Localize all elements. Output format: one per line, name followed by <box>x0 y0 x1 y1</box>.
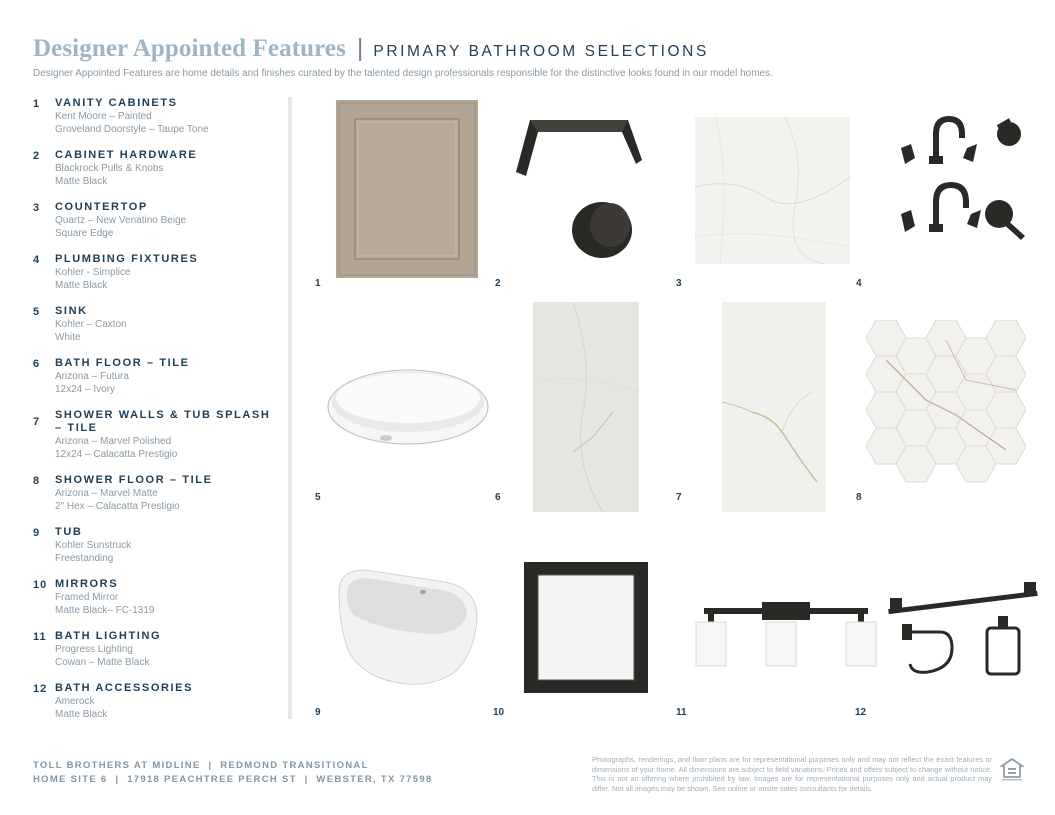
item-title: CABINET HARDWARE <box>55 149 198 161</box>
item-detail: Quartz – New Venatino Beige <box>55 215 187 226</box>
black-bath-accessories-image <box>888 578 1038 682</box>
freestanding-tub-image <box>335 562 481 688</box>
grid-label: 12 <box>855 707 867 718</box>
item-number: 6 <box>33 358 41 370</box>
vertical-divider <box>288 97 292 719</box>
item-detail: Groveland Doorstyle – Taupe Tone <box>55 124 209 135</box>
list-item <box>33 357 278 396</box>
list-item <box>33 682 278 721</box>
grid-label: 10 <box>493 707 505 718</box>
item-detail: Framed Mirror <box>55 592 119 603</box>
item-detail: Matte Black <box>55 280 108 291</box>
item-number: 12 <box>33 683 48 695</box>
item-detail: Arizona – Marvel Polished <box>55 436 172 447</box>
item-number: 7 <box>33 416 41 428</box>
title-separator: | <box>356 34 364 62</box>
selection-list <box>33 97 278 734</box>
item-number: 10 <box>33 579 48 591</box>
item-number: 3 <box>33 202 41 214</box>
grid-label: 2 <box>495 278 501 289</box>
item-title: SINK <box>55 305 88 317</box>
grid-label: 1 <box>315 278 321 289</box>
page-subtitle: PRIMARY BATHROOM SELECTIONS <box>373 43 709 60</box>
item-detail: 2" Hex – Calacatta Prestigio <box>55 501 180 512</box>
item-detail: Arizona – Marvel Matte <box>55 488 158 499</box>
item-detail: Arizona – Futura <box>55 371 129 382</box>
item-number: 2 <box>33 150 41 162</box>
grid-label: 3 <box>676 278 682 289</box>
list-item <box>33 474 278 513</box>
item-number: 11 <box>33 631 47 643</box>
item-title: MIRRORS <box>55 578 119 590</box>
hex-mosaic-tile-image <box>866 320 1030 486</box>
footer-community <box>33 759 433 787</box>
grid-label: 6 <box>495 492 501 503</box>
item-title: BATH FLOOR – TILE <box>55 357 190 369</box>
grid-label: 9 <box>315 707 321 718</box>
item-number: 1 <box>33 98 41 110</box>
item-detail: 12x24 – Calacatta Prestigio <box>55 449 178 460</box>
item-title: PLUMBING FIXTURES <box>55 253 199 265</box>
item-detail: 12x24 – Ivory <box>55 384 116 395</box>
footer-line-1: TOLL BROTHERS AT MIDLINE | REDMOND TRANSITIONAL <box>33 760 369 771</box>
black-faucets-showerhead-image <box>893 108 1033 268</box>
item-title: SHOWER WALLS & TUB SPLASH – TILE <box>55 409 271 434</box>
list-item <box>33 630 278 669</box>
title-row <box>33 34 1033 63</box>
grid-label: 7 <box>676 492 682 503</box>
item-detail: Kent Moore – Painted <box>55 111 152 122</box>
item-detail: Progress Lighting <box>55 644 133 655</box>
equal-housing-icon <box>1000 757 1024 783</box>
ivory-floor-tile-image <box>533 302 639 512</box>
grid-label: 5 <box>315 492 321 503</box>
item-title: TUB <box>55 526 83 538</box>
item-number: 5 <box>33 306 41 318</box>
item-detail: Matte Black <box>55 176 108 187</box>
white-undermount-sink-image <box>326 368 490 446</box>
taupe-cabinet-door-image <box>336 100 478 278</box>
list-item <box>33 578 278 617</box>
item-title: BATH LIGHTING <box>55 630 162 642</box>
vanity-light-fixture-image <box>694 598 878 672</box>
item-detail: Kohler - Simplice <box>55 267 131 278</box>
list-item <box>33 149 278 188</box>
item-detail: Kohler Sunstruck <box>55 540 132 551</box>
item-detail: Square Edge <box>55 228 114 239</box>
item-title: COUNTERTOP <box>55 201 148 213</box>
item-title: SHOWER FLOOR – TILE <box>55 474 213 486</box>
page-title: Designer Appointed Features <box>33 35 346 62</box>
grid-label: 11 <box>676 707 687 718</box>
legal-disclaimer: Photographs, renderings, and floor plans are for representational purposes only and may not reflect the exact features or dimensions of your home. All dimensions are subject to field variations. Prices and offers subject to change without notice. This is not an offering where prohibited by law. Images are for representational purposes only and actual product may differ. Not all images may be shown. See online or onsite sales consultants for details. <box>592 755 992 793</box>
item-number: 8 <box>33 475 41 487</box>
item-detail: Amerock <box>55 696 95 707</box>
footer-line-2: HOME SITE 6 | 17918 PEACHTREE PERCH ST | WEBSTER, TX 77598 <box>33 774 433 785</box>
item-detail: Matte Black– FC-1319 <box>55 605 155 616</box>
item-detail: Blackrock Pulls & Knobs <box>55 163 164 174</box>
calacatta-wall-tile-image <box>722 302 826 512</box>
page-header <box>33 34 1033 79</box>
list-item <box>33 253 278 292</box>
list-item <box>33 526 278 565</box>
item-number: 4 <box>33 254 41 266</box>
black-framed-mirror-image <box>524 562 648 693</box>
item-title: BATH ACCESSORIES <box>55 682 194 694</box>
grid-label: 8 <box>856 492 862 503</box>
black-pull-and-knob-image <box>510 112 650 260</box>
intro-text: Designer Appointed Features are home details and finishes curated by the talented design professionals responsible for the distinctive looks found in our model homes. <box>33 68 773 79</box>
quartz-countertop-image <box>695 117 850 264</box>
item-detail: Freestanding <box>55 553 114 564</box>
grid-label: 4 <box>856 278 862 289</box>
item-title: VANITY CABINETS <box>55 97 178 109</box>
list-item <box>33 305 278 344</box>
list-item <box>33 201 278 240</box>
item-number: 9 <box>33 527 41 539</box>
item-detail: Cowan – Matte Black <box>55 657 150 668</box>
item-detail: Kohler – Caxton <box>55 319 127 330</box>
item-detail: Matte Black <box>55 709 108 720</box>
item-detail: White <box>55 332 81 343</box>
list-item <box>33 97 278 136</box>
list-item <box>33 409 278 461</box>
